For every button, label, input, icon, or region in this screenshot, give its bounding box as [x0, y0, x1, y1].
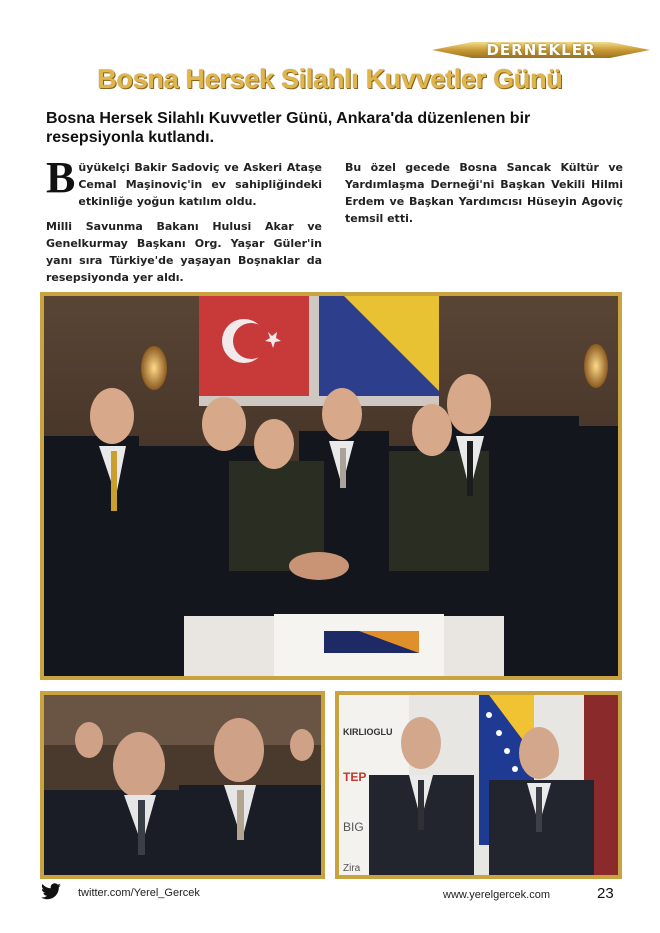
photo-guests-left — [40, 691, 325, 879]
photo-illustration — [44, 695, 321, 875]
sign-text: KIRLIOGLU — [343, 727, 393, 737]
photo-illustration — [339, 695, 618, 875]
section-label: DERNEKLER — [486, 41, 596, 59]
sign-text: TEP — [343, 770, 367, 784]
drop-cap: B — [46, 153, 76, 202]
sign-text: BIG — [343, 820, 364, 834]
paragraph — [46, 153, 322, 210]
paragraph: Bu özel gecede Bosna Sancak Kültür ve Yardımlaşma Derneği'ni Başkan Vekili Hilmi Erdem ve Başkan Yardımcısı Hüseyin Agoviç temsil etti. — [345, 161, 623, 225]
photo-guests-right — [335, 691, 622, 879]
text-column-left — [46, 153, 322, 294]
paragraph: Milli Savunma Bakanı Hulusi Akar ve Genelkurmay Başkanı Org. Yaşar Güler'in yanı sıra Türkiye'de yaşayan Boşnaklar da resepsiyonda yer aldı. — [46, 220, 322, 284]
paragraph-text: üyükelçi Bakir Sadoviç ve Askeri Ataşe Cemal Maşinoviç'in ev sahipliğindeki etkinliğe yoğun katılım oldu. — [78, 161, 322, 208]
footer-twitter-handle[interactable]: twitter.com/Yerel_Gercek — [78, 887, 200, 899]
sign-text: Zira — [343, 863, 361, 874]
section-ribbon — [432, 39, 650, 61]
article-lead: Bosna Hersek Silahlı Kuvvetler Günü, Ankara'da düzenlenen bir resepsiyonla kutlandı. — [46, 110, 531, 146]
photo-illustration — [44, 296, 618, 676]
text-column-right — [345, 159, 623, 235]
footer-website[interactable]: www.yerelgercek.com — [443, 889, 550, 901]
twitter-bird-icon — [40, 883, 62, 901]
article-title: Bosna Hersek Silahlı Kuvvetler Günü — [97, 64, 563, 94]
page-number: 23 — [597, 885, 614, 902]
photo-cake-cutting — [40, 292, 622, 680]
